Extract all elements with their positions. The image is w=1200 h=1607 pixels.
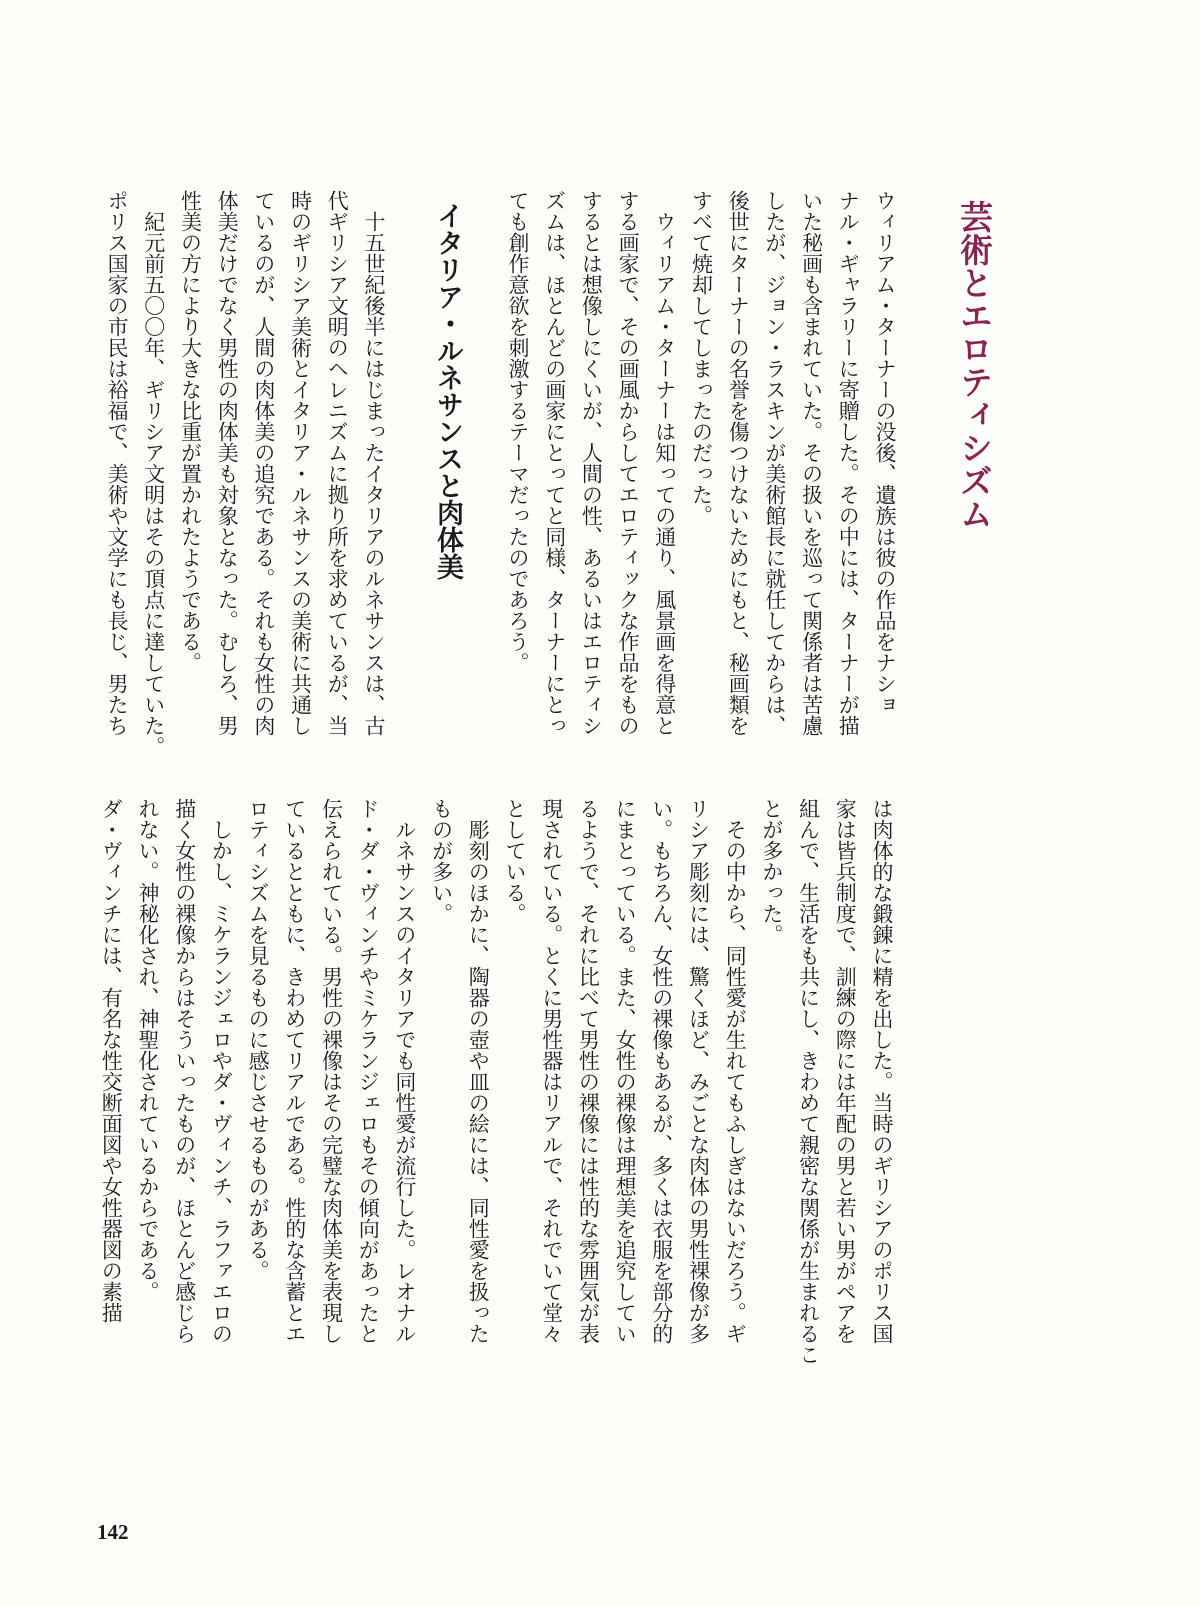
- text-column: としている。: [503, 798, 527, 924]
- text-column: 性美の方により大きな比重が置かれたようである。: [178, 190, 203, 673]
- text-column: 組んで、生活をも共にし、きわめて親密な関係が生まれるこ: [796, 798, 821, 1365]
- text-column: 描く女性の裸像からはそういったものが、ほとんど感じら: [172, 798, 197, 1344]
- text-column: 体美だけでなく男性の肉体美も対象となった。むしろ、男: [215, 190, 240, 736]
- text-column: すべて焼却してしまったのだった。: [689, 190, 714, 526]
- text-column: 紀元前五〇〇年、ギリシア文明はその頂点に達していた。: [141, 190, 166, 757]
- text-column: ルネサンスのイタリアでも同性愛が流行した。レオナル: [392, 798, 417, 1344]
- text-column: しかし、ミケランジェロやダ・ヴィンチ、ラファエロの: [209, 798, 234, 1344]
- text-column: ナル・ギャラリーに寄贈した。その中には、ターナーが描: [836, 190, 861, 736]
- text-column: 彫刻のほかに、陶器の壺や皿の絵には、同性愛を扱った: [466, 798, 491, 1344]
- text-column: ているとともに、きわめてリアルである。性的な含蓄とエ: [282, 798, 307, 1344]
- section-heading: イタリア・ルネサンスと肉体美: [432, 202, 463, 580]
- text-column: 十五世紀後半にはじまったイタリアのルネサンスは、古: [362, 190, 386, 736]
- text-column: ズムは、ほとんどの画家にとってと同様、ターナーにとっ: [542, 190, 567, 736]
- text-column: する画家で、その画風からしてエロティックな作品をもの: [616, 190, 641, 736]
- text-column: いた秘画も含まれていた。その扱いを巡って関係者は苦慮: [799, 190, 824, 736]
- text-column: れない。神秘化され、神聖化されているからである。: [136, 798, 160, 1302]
- text-column: 現されている。とくに男性器はリアルで、それでいて堂々: [539, 798, 564, 1344]
- page-title: 芸術とエロティシズム: [955, 200, 994, 530]
- text-column: リシア彫刻には、驚くほど、みごとな肉体の男性裸像が多: [686, 798, 711, 1344]
- text-column: い。もちろん、女性の裸像もあるが、多くは衣服を部分的: [649, 798, 674, 1344]
- text-column: したが、ジョン・ラスキンが美術館長に就任してからは、: [762, 190, 787, 736]
- text-column: るようで、それに比べて男性の裸像には性的な雰囲気が表: [576, 798, 601, 1344]
- text-column: ウィリアム・ターナーの没後、遺族は彼の作品をナショ: [873, 190, 897, 715]
- text-column: とが多かった。: [759, 798, 784, 945]
- text-column: ポリス国家の市民は裕福で、美術や文学にも長じ、男たち: [105, 190, 130, 736]
- text-column: ロティシズムを見るものに感じさせるものがある。: [246, 798, 271, 1281]
- text-column: 代ギリシア文明のヘレニズムに拠り所を求めているが、当: [325, 190, 350, 736]
- text-column: ダ・ヴィンチには、有名な性交断面図や女性器図の素描: [99, 798, 124, 1323]
- text-column: 伝えられている。男性の裸像はその完璧な肉体美を表現し: [319, 798, 344, 1344]
- text-column: ウィリアム・ターナーは知っての通り、風景画を得意と: [652, 190, 677, 736]
- text-column: その中から、同性愛が生れてもふしぎはないだろう。ギ: [723, 798, 748, 1344]
- text-column: するとは想像しにくいが、人間の性、あるいはエロティシ: [579, 190, 604, 736]
- text-column: ド・ダ・ヴィンチやミケランジェロもその傾向があったと: [356, 798, 381, 1344]
- text-column: ても創作意欲を刺激するテーマだったのであろう。: [506, 190, 530, 673]
- text-column: は肉体的な鍛錬に精を出した。当時のギリシアのポリス国: [870, 798, 894, 1344]
- text-column: 家は皆兵制度で、訓練の際には年配の男と若い男がペアを: [833, 798, 858, 1344]
- text-column: 後世にターナーの名誉を傷つけないためにもと、秘画類を: [726, 190, 751, 736]
- text-column: 時のギリシア美術とイタリア・ルネサンスの美術に共通し: [288, 190, 313, 736]
- page-number: 142: [97, 1520, 129, 1544]
- text-column: ているのが、人間の肉体美の追究である。それも女性の肉: [251, 190, 276, 736]
- text-column: ものが多い。: [429, 798, 454, 924]
- text-column: にまとっている。また、女性の裸像は理想美を追究してい: [613, 798, 638, 1344]
